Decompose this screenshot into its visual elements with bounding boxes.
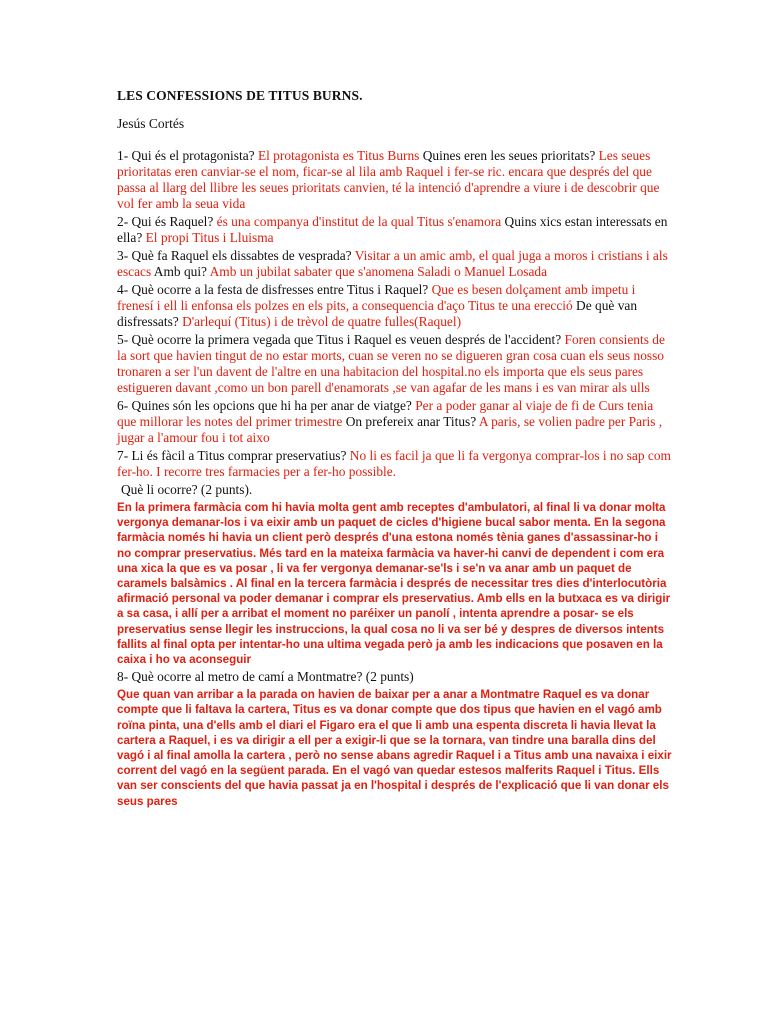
answer-8: Que quan van arribar a la parada on havien de baixar per a anar a Montmatre Raquel es va donar compte que li faltava la cartera, Titus es va donar compte que dos tipus que havien en el vagó amb roïna pinta, una d'ells amb el diari el Figaro era el que li amb una espenta discreta li havia llevat la cartera a Raquel, i es va dirigir a ell per a exigir-li que se la tornara, van tindre una baralla dins del vagó i al final amolla la cartera , però no sense abans agredir Raquel i a Titus amb una navaixa i eixir corrent del vagó en la següent parada. En el vagó van quedar estesos malferits Raquel i Titus. Ells van ser conscients del que havia passat ja en l'hospital i després de l'explicació que li van donar els seus pares: [117, 688, 672, 808]
document-page: [117, 88, 675, 811]
question-4b: De què van disfressats?: [117, 298, 638, 329]
answer-6b: A paris, se volien padre per Paris , jugar a l'amour fou i tot aixo: [117, 414, 663, 445]
answer-1b: Les seues prioritatas eren canviar-se el nom, ficar-se al lila amb Raquel i fer-se ric. encara que després del que passa al llarg del llibre les seues prioritats canvien, té la intenció d'aprendre a viure i de descobrir que vol fer amb la seua vida: [117, 148, 660, 211]
qa-item-4: [117, 282, 675, 330]
question-3: 3- Què fa Raquel els dissabtes de vesprada?: [117, 248, 355, 263]
question-6b: On prefereix anar Titus?: [342, 414, 479, 429]
qa-item-3: [117, 248, 675, 280]
answer-6: Per a poder ganar al viaje de fi de Curs tenia que millorar les notes del primer trimestre: [117, 398, 654, 429]
question-1b: Quines eren les seues prioritats?: [419, 148, 599, 163]
document-author: Jesús Cortés: [117, 116, 185, 131]
answer-5: Foren consients de la sort que havien tingut de no estar morts, cuan se veren no se digueren gran cosa cuan els seus nosso tronaren a ser l'un davent de l'altre en una habitacion del hospital.no els importa que els seus pares estigueren davant ,como un bon parell d'enamorats ,se van agafar de les mans i es van mirar als ulls: [117, 332, 665, 395]
answer-4: Que es besen dolçament amb impetu i frenesí i ell li enfonsa els polzes en els pits, a consequencia d'aço Titus te una erecció: [117, 282, 636, 313]
question-1: 1- Qui és el protagonista?: [117, 148, 258, 163]
answer-2: és una companya d'institut de la qual Titus s'enamora: [216, 214, 502, 229]
answer-1: El protagonista es Titus Burns: [257, 148, 420, 163]
question-3b: Amb qui?: [151, 264, 210, 279]
question-7: 7- Li és fàcil a Titus comprar preservatius?: [117, 448, 350, 463]
qa-item-2: [117, 214, 675, 246]
answer-2b: El propi Titus i Lluisma: [145, 230, 274, 245]
answer-7b: En la primera farmàcia com hi havia molta gent amb receptes d'ambulatori, al final li va donar molta vergonya demanar-los i va eixir amb un paquet de cicles d'higiene bucal sabor menta. En la segona farmàcia només hi havia un client però després d'una estona només tènia ganes d'assassinar-ho i no comprar preservatius. Més tard en la mateixa farmàcia va haver-hi canvi de dependent i com era una xica la que es va posar , li va fer vergonya demanar-se'ls i se'n va anar amb un paquet de caramels balsàmics . Al final en la tercera farmàcia i després de necessitar tres dies d'interlocutòria afirmació personal va poder demanar i comprar els preservatius. Amb ells en la butxaca es va dirigir a sa casa, i allí per a arribat el moment no paréixer un panolí , intenta aprendre a posar- se els preservatius sense llegir les instruccions, la qual cosa no li va ser bé y despres de diversos intents fallits al final opta per intentar-ho una ultima vegada però ja amb les indicacions que posaven en la caixa i ho va aconseguir: [117, 501, 671, 667]
qa-item-7: [117, 448, 675, 480]
document-title: LES CONFESSIONS DE TITUS BURNS.: [117, 88, 363, 103]
answer-3: Visitar a un amic amb, el qual juga a moros i cristians i als escacs: [117, 248, 668, 279]
answer-3b: Amb un jubilat sabater que s'anomena Saladi o Manuel Losada: [209, 264, 548, 279]
question-2b: Quins xics estan interessats en ella?: [117, 214, 668, 245]
qa-item-5: [117, 332, 675, 396]
answer-4b: D'arlequí (Titus) i de trèvol de quatre fulles(Raquel): [182, 314, 462, 329]
question-7b: Què li ocorre? (2 punts).: [121, 482, 253, 497]
answer-7: No li es facil ja que li fa vergonya comprar-los i no sap com fer-ho. I recorre tres farmacies per a fer-ho possible.: [117, 448, 671, 479]
question-8: 8- Què ocorre al metro de camí a Montmatre? (2 punts): [117, 669, 414, 685]
question-4: 4- Què ocorre a la festa de disfresses entre Titus i Raquel?: [117, 282, 432, 297]
question-2: 2- Qui és Raquel?: [117, 214, 217, 229]
question-6: 6- Quines són les opcions que hi ha per anar de viatge?: [117, 398, 416, 413]
qa-item-6: [117, 398, 675, 446]
qa-item-1: [117, 148, 675, 212]
question-5: 5- Què ocorre la primera vegada que Titus i Raquel es veuen després de l'accident?: [117, 332, 565, 347]
